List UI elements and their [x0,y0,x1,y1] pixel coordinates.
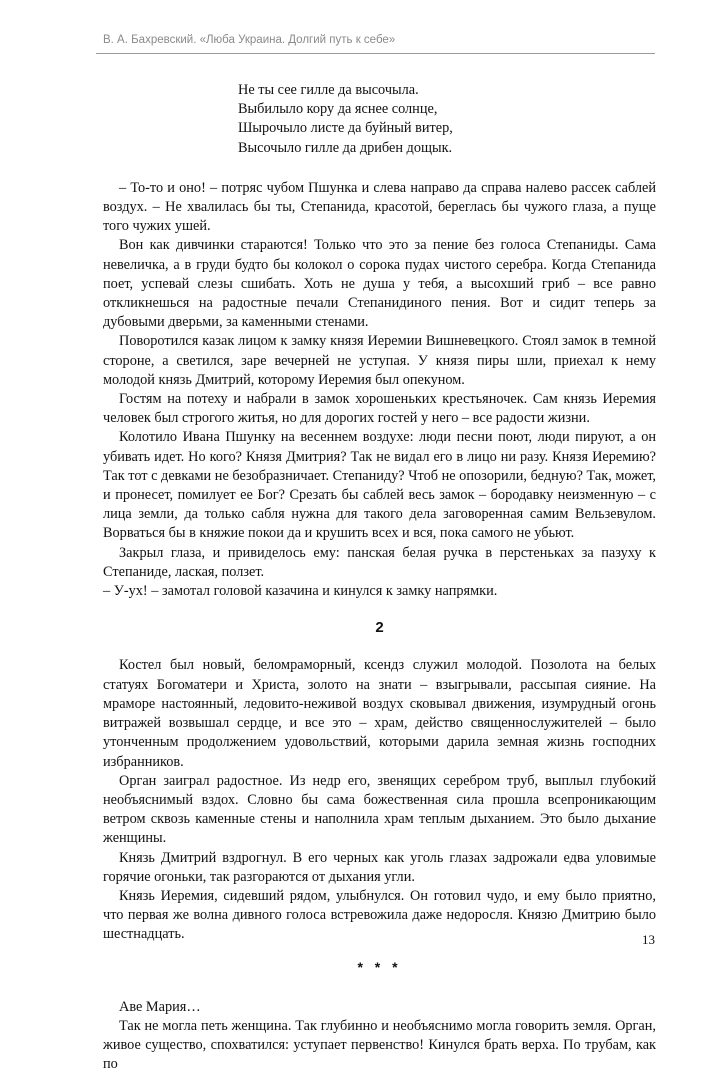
paragraph: Колотило Ивана Пшунку на весеннем воздухе: люди песни поют, люди пируют, а он убивать идет. Но кого? Князя Дмитрия? Так не видал его в лицо ни разу. Князя Иеремию? Так тот с девками не безобразничает. Степаниду? Чтоб не опозорили, бедную? Так, может, и пронесет, помилует ее Бог? Срезать бы саблей весь замок – бородавку неизменную – с лица земли, да только сабля нужна для такого дела заговоренная самим Вельзевулом. Ворваться бы в княжие покои да и крушить всех и вся, пока самого не убьют. [103,429,656,542]
header-divider [96,53,655,54]
poem-line: Не ты сее гилле да высочыла. [238,82,419,98]
paragraph: Вон как дивчинки стараются! Только что это за пение без голоса Степаниды. Сама невеличка, а в груди будто бы колокол о сорока пудах чистого серебра. Когда Степанида поет, успевай слезы сшибать. Хоть не душа у тебя, а высохший гриб – все равно откликнешься на радостные печали Степанидиного пения. Вот и сидит теперь за дубовыми дверьми, за каменными стенами. [103,237,656,331]
poem-line: Шырочыло листе да буйный витер, [238,120,453,137]
paragraph: Поворотился казак лицом к замку князя Иеремии Вишневецкого. Стоял замок в темной стороне, а светился, заре вечерней не уступая. У князя пиры шли, приехал к нему молодой князь Дмитрий, которому Иеремия был опекуном. [103,333,656,388]
paragraph: – У-ух! – замотал головой казачина и кинулся к замку напрямки. [103,583,498,600]
paragraph: Орган заиграл радостное. Из недр его, звенящих серебром труб, выплыл глубокий необъяснимый вздох. Словно бы сама божественная сила прошла всепроникающим ветром сквозь каменные стены и наполнила храм теплым дыханием. Это было дыхание женщины. [103,772,656,847]
paragraph: Аве Мария… [119,998,201,1015]
running-header: В. А. Бахревский. «Люба Украина. Долгий путь к себе» [103,34,396,46]
paragraph: Князь Иеремия, сидевший рядом, улыбнулся. Он готовил чудо, и ему было приятно, что первая же волна дивного голоса встревожила даже недоросля. Князю Дмитрию было шестнадцать. [103,887,656,943]
paragraph: Закрыл глаза, и привиделось ему: панская белая ручка в перстеньках за пазуху к Степаниде, лаская, ползет. [103,544,656,580]
chapter-number: 2 [375,619,384,637]
paragraph: Костел был новый, беломраморный, ксендз служил молодой. Позолота на белых статуях Богоматери и Христа, золото на знати – взыгрывали, рассыпая сияние. На мраморе настоянный, ледовито-неживой воздух сковывал движения, изумрудный огонь витражей возвышал сердце, и все это – храм, действо священнослужителей – было утонченным продолжением удовольствий, которыми дарила земная жизнь господних избранников. [103,657,656,770]
poem-stanza [238,81,656,158]
paragraph: Князь Дмитрий вздрогнул. В его черных как уголь глазах задрожали едва уловимые горячие огоньки, так разгораются от дыхания угли. [103,849,656,885]
page-body [103,81,656,1075]
paragraph: – То-то и оно! – потряс чубом Пшунка и слева направо да справа налево рассек саблей воздух. – Не хвалилась бы ты, Степанида, красотой, береглась бы чужого глаза, а пуще того чужих ушей. [103,179,656,235]
paragraph: Так не могла петь женщина. Так глубинно и необъяснимо могла говорить земля. Орган, живое существо, спохватился: уступает первенство! Кинулся брать верха. По трубам, как по [103,1017,656,1073]
page-number: 13 [642,932,655,947]
section-break: * * * [357,958,402,975]
paragraph: Гостям на потеху и набрали в замок хорошеньких крестьяночек. Сам князь Иеремия человек был строгого житья, но для дорогих гостей у него – все радости жизни. [103,391,656,427]
poem-line: Высочыло гилле да дрибен дощык. [238,139,453,156]
poem-line: Выбилыло кору да яснее солнце, [238,101,438,118]
